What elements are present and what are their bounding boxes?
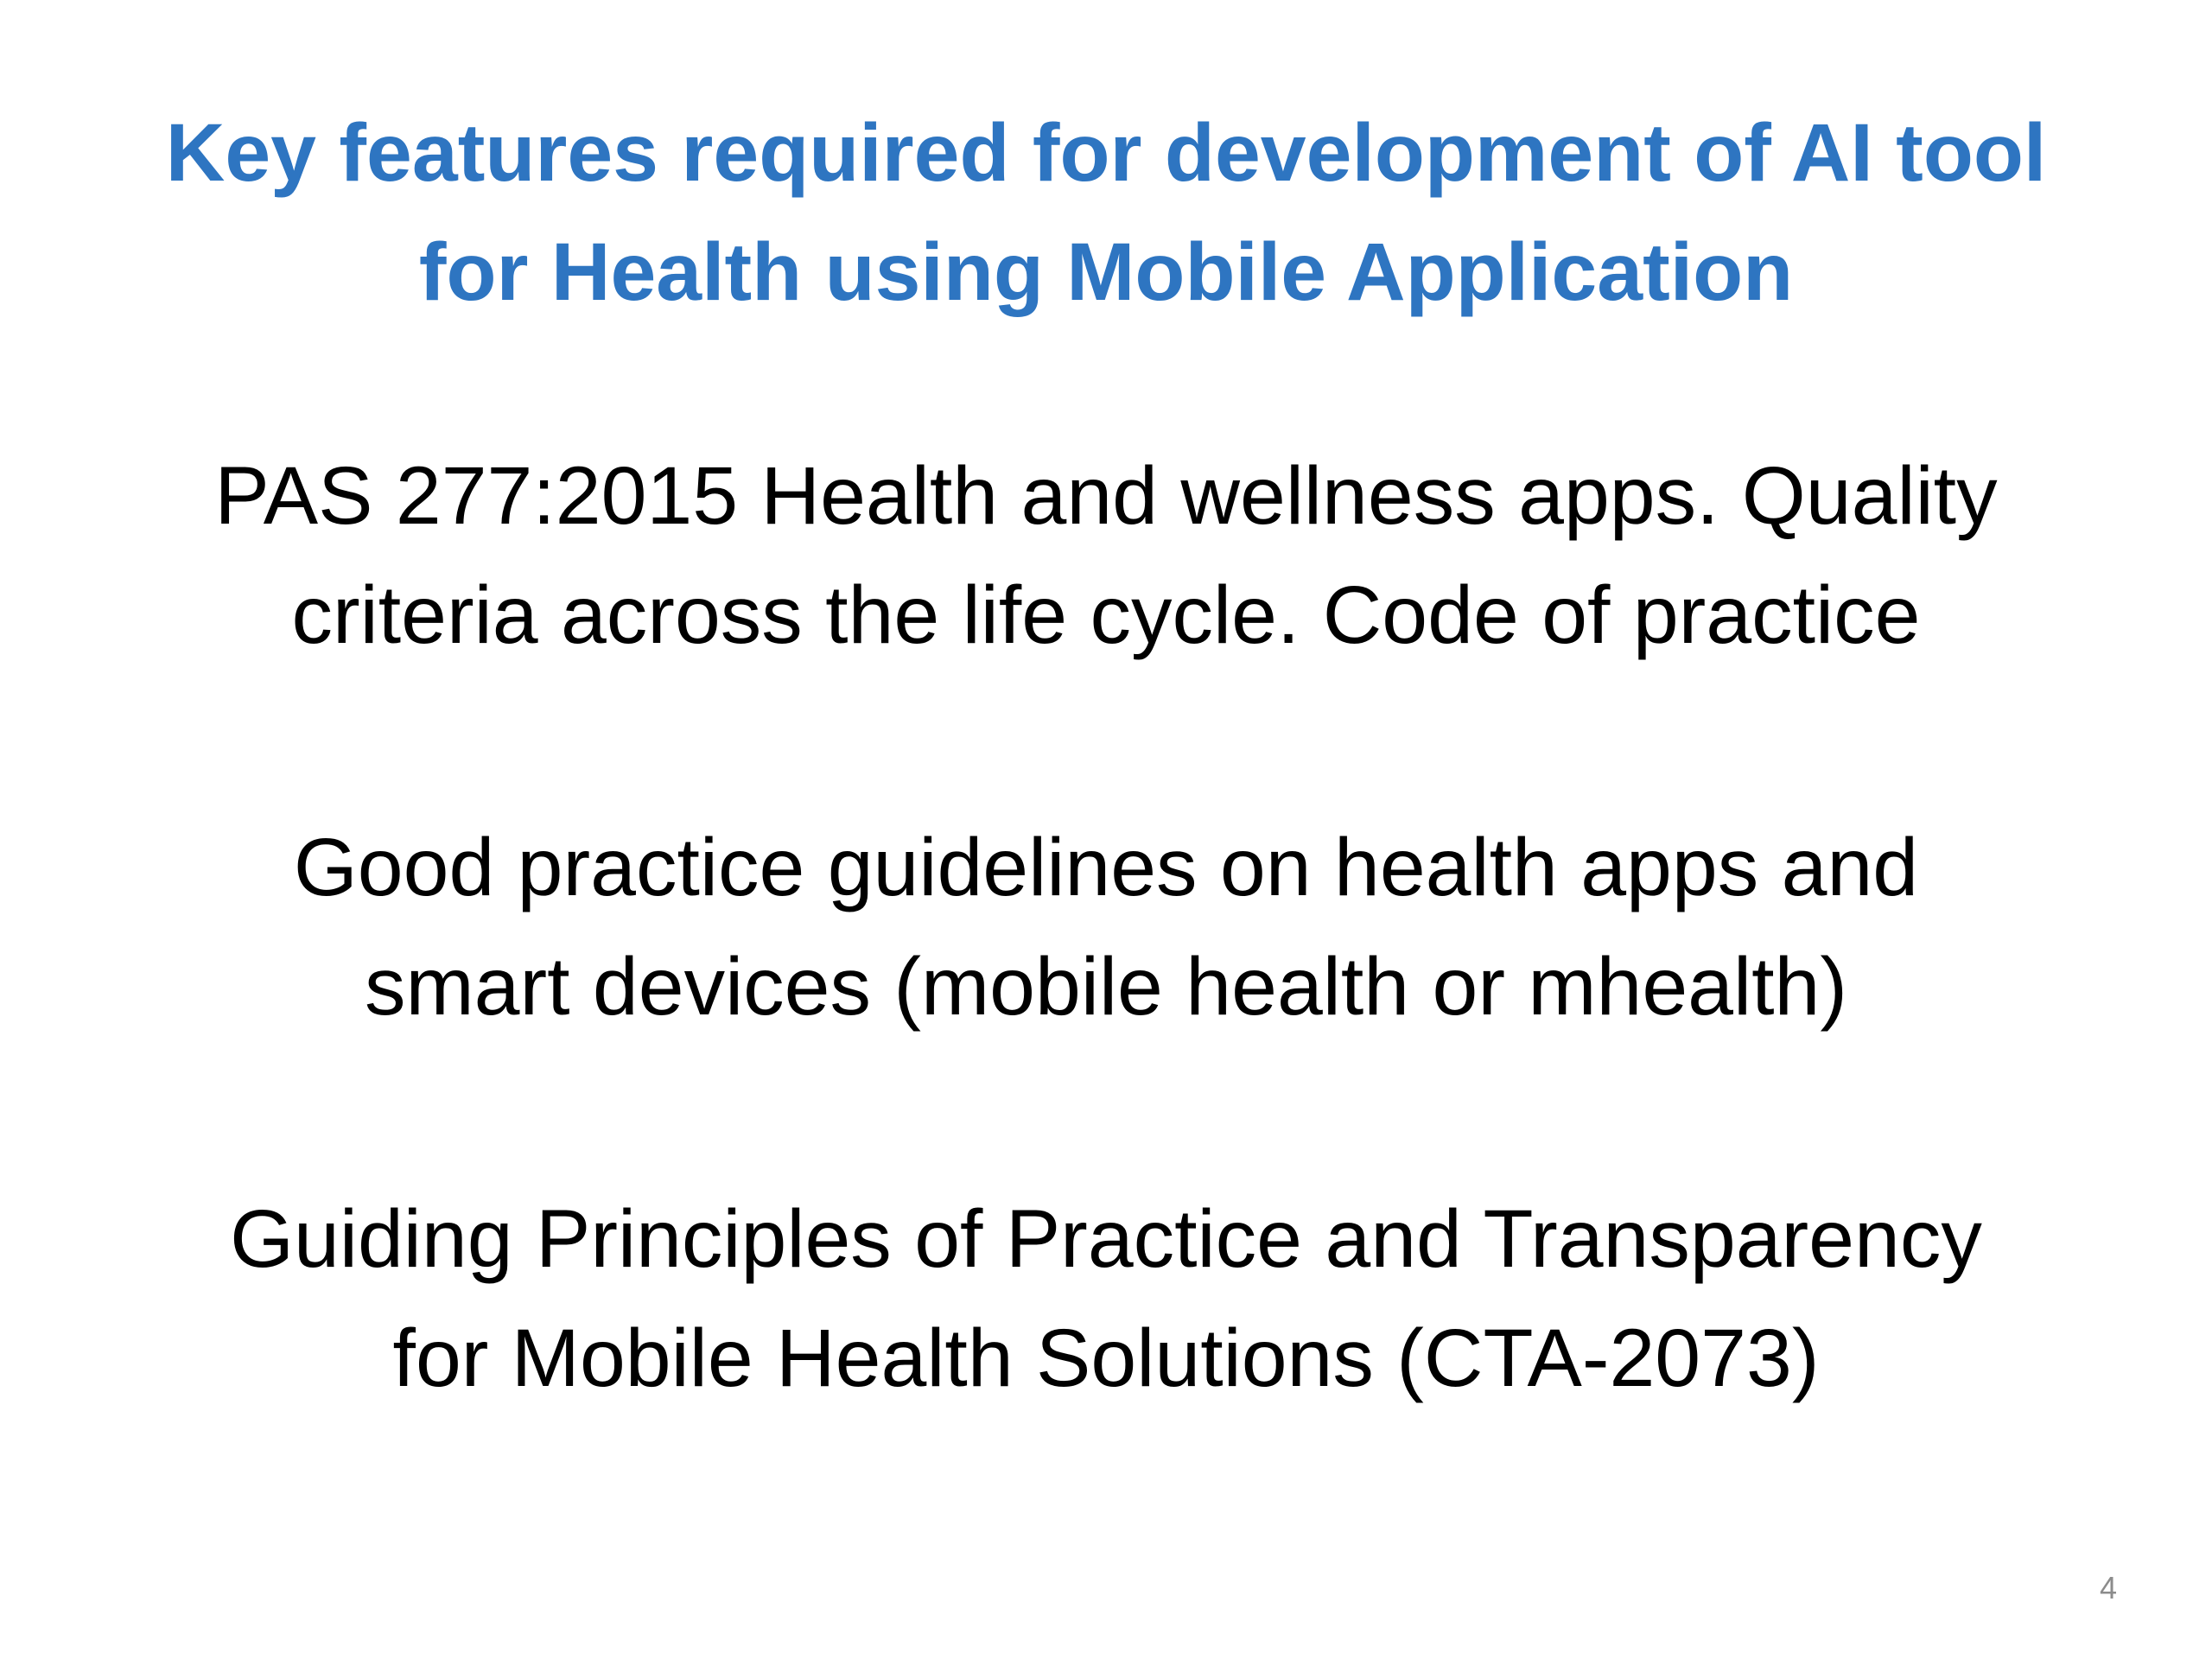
- standard-item-line: Guiding Principles of Practice and Transparency: [230, 1193, 1982, 1285]
- standard-item-line: for Mobile Health Solutions (CTA-2073): [392, 1313, 1820, 1404]
- standard-item-cta-2073: [69, 1179, 2143, 1418]
- standard-item-line: criteria across the life cycle. Code of practice: [291, 569, 1921, 661]
- standard-item-good-practice: [69, 808, 2143, 1046]
- standard-item-line: PAS 277:2015 Health and wellness apps. Quality: [214, 450, 1998, 542]
- slide-title: [69, 93, 2143, 332]
- page-number: 4: [2099, 1570, 2117, 1605]
- standard-item-pas-277: [69, 436, 2143, 675]
- standard-item-line: smart devices (mobile health or mhealth): [365, 941, 1847, 1033]
- standard-item-line: Good practice guidelines on health apps and: [293, 822, 1919, 913]
- slide-title-line: Key features required for development of AI tool: [165, 107, 2047, 199]
- slide-title-line: for Health using Mobile Application: [418, 226, 1794, 318]
